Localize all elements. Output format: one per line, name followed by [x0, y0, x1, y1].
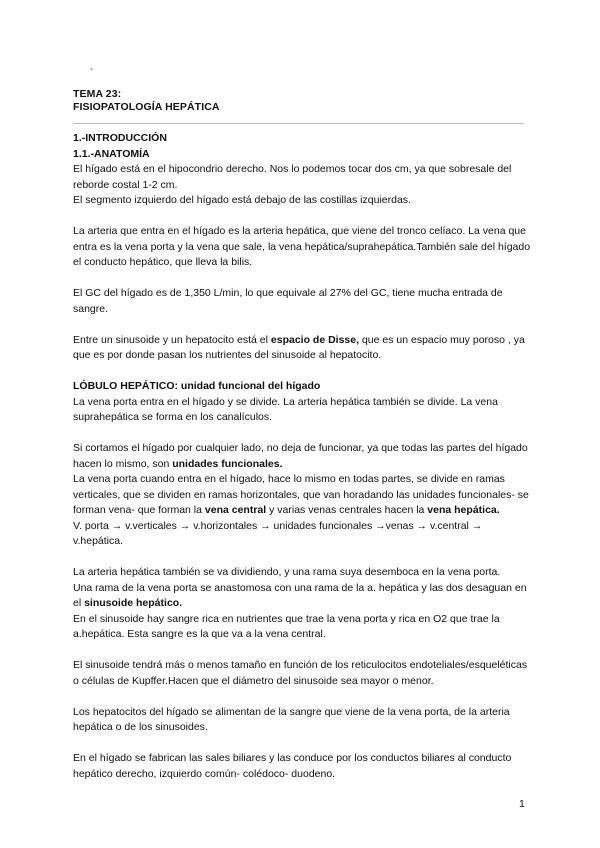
paragraph: En el sinusoide hay sangre rica en nutrientes que trae la vena porta y rica en O2 que trae la a.hepática. Esta sangre es la que va a la vena central. [73, 612, 500, 640]
bold-term: vena central [204, 504, 267, 516]
topic-number: TEMA 23: [73, 88, 122, 100]
lobulo-heading: LÓBULO HEPÁTICO: unidad funcional del hígado [73, 380, 321, 392]
stray-mark: ` [90, 68, 94, 79]
subsection-heading: 1.1.-ANATOMÍA [73, 147, 150, 160]
bold-term: vena hepática. [427, 504, 500, 516]
section-heading: 1.-INTRODUCCIÓN [73, 132, 167, 144]
paragraph: En el hígado se fabrican las sales biliares y las conduce por los conductos biliares al conducto hepático derecho, izquierdo común- colédoco- duodeno. [73, 752, 512, 780]
paragraph: El hígado está en el hipocondrio derecho. Nos lo podemos tocar dos cm, ya que sobresale del reborde costal 1-2 cm. [73, 163, 512, 191]
paragraph: El segmento izquierdo del hígado está debajo de las costillas izquierdas. [73, 194, 411, 206]
text-run: que es un espacio muy poroso , ya que es por donde pasan los nutrientes del sinusoide al hepatocito. [73, 333, 525, 361]
paragraph: La arteria que entra en el hígado es la arteria hepática, que viene del tronco celíaco. La vena que entra es la vena porta y la vena que sale, la vena hepática/suprahepática.También sale del hígado el conducto hepático, que lleva la bilis. [73, 225, 531, 268]
bold-term: sinusoide hepático. [84, 597, 183, 609]
title-divider [73, 123, 524, 124]
paragraph: Los hepatocitos del hígado se alimentan de la sangre que viene de la vena porta, de la arteria hepática o de los sinusoides. [73, 705, 510, 733]
paragraph: El sinusoide tendrá más o menos tamaño en función de los reticulocitos endoteliales/esqueléticas o células de Kupffer.Hacen que el diámetro del sinusoide sea mayor o menor. [73, 659, 528, 687]
page-number: 1 [519, 798, 525, 810]
document-body [73, 131, 533, 782]
paragraph [73, 441, 533, 472]
paragraph [73, 333, 533, 364]
paragraph: La arteria hepática también se va dividiendo, y una rama suya desemboca en la vena porta. [73, 566, 501, 578]
text-run: Si cortamos el hígado por cualquier lado, no deja de funcionar, ya que todas las partes del hígado hacen lo mismo, son [73, 442, 528, 470]
page-title: FISIOPATOLOGÍA HEPÁTICA [73, 101, 220, 113]
paragraph: El GC del hígado es de 1,350 L/min, lo que equivale al 27% del GC, tiene mucha entrada de sangre. [73, 287, 503, 315]
paragraph [73, 472, 533, 519]
text-run: Una rama de la vena porta se anastomosa con una rama de la a. hepática y las dos desaguan en el [73, 581, 527, 609]
bold-term: espacio de Disse, [270, 333, 360, 346]
flow-sequence: V. porta → v.verticales → v.horizontales → unidades funcionales →venas → v.central → v.hepática. [73, 519, 483, 547]
paragraph [73, 581, 533, 612]
text-run: Entre un sinusoide y un hepatocito está el [73, 333, 271, 346]
paragraph: La vena porta entra en el hígado y se divide. La arteria hepática también se divide. La vena suprahepática se forma en los canalículos. [73, 395, 498, 423]
text-run: y varias venas centrales hacen la [266, 504, 428, 516]
bold-term: unidades funcionales. [172, 457, 283, 470]
text-run: La vena porta cuando entra en el hígado, hace lo mismo en todas partes, se divide en ramas verticales, que se dividen en ramas horizontales, que van horadando las unidades funcionales- se forman vena- que forman la [73, 473, 529, 516]
